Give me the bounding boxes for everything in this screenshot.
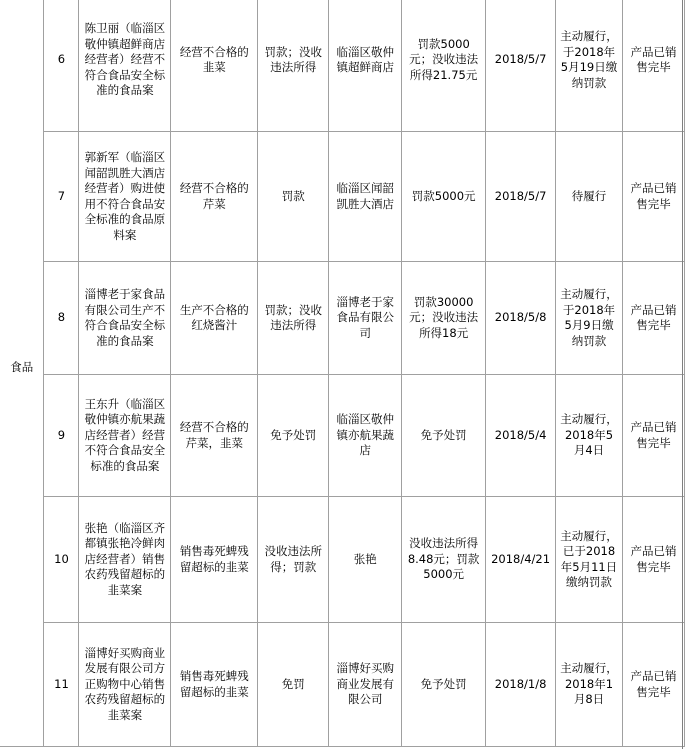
violation: 经营不合格的韭菜 — [171, 0, 258, 132]
execution-status: 主动履行，已于2018年5月11日缴纳罚款 — [556, 497, 623, 623]
table-row — [0, 375, 685, 497]
penalty-content: 罚款30000元；没收违法所得18元 — [402, 262, 486, 375]
penalty-type: 罚款；没收违法所得 — [258, 0, 329, 132]
party-name: 临淄区敬仲镇超鲜商店 — [329, 0, 402, 132]
violation: 销售毒死蜱残留超标的韭菜 — [171, 623, 258, 747]
party-name: 淄博好买购商业发展有限公司 — [329, 623, 402, 747]
row-number: 9 — [44, 375, 79, 497]
penalty-content: 罚款5000元 — [402, 132, 486, 262]
execution-status: 主动履行，2018年1月8日 — [556, 623, 623, 747]
penalty-type: 免罚 — [258, 623, 329, 747]
violation: 销售毒死蜱残留超标的韭菜 — [171, 497, 258, 623]
penalty-type: 没收违法所得；罚款 — [258, 497, 329, 623]
remark: 产品已销售完毕 — [623, 623, 685, 747]
table-row — [0, 0, 685, 132]
penalty-type: 罚款 — [258, 132, 329, 262]
row-number: 6 — [44, 0, 79, 132]
decision-date: 2018/4/21 — [486, 497, 556, 623]
penalty-content: 免予处罚 — [402, 375, 486, 497]
table-row — [0, 132, 685, 262]
table-row — [0, 262, 685, 375]
case-name: 淄博好买购商业发展有限公司方正购物中心销售农药残留超标的韭菜案 — [79, 623, 171, 747]
row-number: 8 — [44, 262, 79, 375]
penalty-content: 没收违法所得8.48元；罚款5000元 — [402, 497, 486, 623]
decision-date: 2018/5/8 — [486, 262, 556, 375]
party-name: 临淄区闻韶凯胜大酒店 — [329, 132, 402, 262]
violation: 经营不合格的芹菜，韭菜 — [171, 375, 258, 497]
penalty-type: 罚款；没收违法所得 — [258, 262, 329, 375]
case-name: 王东升（临淄区敬仲镇亦航果蔬店经营者）经营不符合食品安全标准的食品案 — [79, 375, 171, 497]
decision-date: 2018/1/8 — [486, 623, 556, 747]
case-name: 淄博老于家食品有限公司生产不符合食品安全标准的食品案 — [79, 262, 171, 375]
execution-status: 主动履行，于2018年5月9日缴纳罚款 — [556, 262, 623, 375]
party-name: 张艳 — [329, 497, 402, 623]
execution-status: 主动履行，于2018年5月19日缴纳罚款 — [556, 0, 623, 132]
remark: 产品已销售完毕 — [623, 375, 685, 497]
remark: 产品已销售完毕 — [623, 497, 685, 623]
remark: 产品已销售完毕 — [623, 262, 685, 375]
party-name: 淄博老于家食品有限公司 — [329, 262, 402, 375]
case-name: 陈卫丽（临淄区敬仲镇超鲜商店经营者）经营不符合食品安全标准的食品案 — [79, 0, 171, 132]
row-number: 10 — [44, 497, 79, 623]
case-name: 张艳（临淄区齐都镇张艳冷鲜肉店经营者）销售农药残留超标的韭菜案 — [79, 497, 171, 623]
category-cell: 食品 — [0, 0, 44, 747]
table-right-edge — [682, 0, 683, 749]
execution-status: 待履行 — [556, 132, 623, 262]
party-name: 临淄区敬仲镇亦航果蔬店 — [329, 375, 402, 497]
row-number: 11 — [44, 623, 79, 747]
penalty-content: 免予处罚 — [402, 623, 486, 747]
row-number: 7 — [44, 132, 79, 262]
penalty-type: 免予处罚 — [258, 375, 329, 497]
remark: 产品已销售完毕 — [623, 0, 685, 132]
violation: 生产不合格的红烧酱汁 — [171, 262, 258, 375]
decision-date: 2018/5/7 — [486, 132, 556, 262]
table-row — [0, 623, 685, 747]
execution-status: 主动履行，2018年5月4日 — [556, 375, 623, 497]
decision-date: 2018/5/4 — [486, 375, 556, 497]
table-row — [0, 497, 685, 623]
case-name: 郭新军（临淄区闻韶凯胜大酒店经营者）购进使用不符合食品安全标准的食品原料案 — [79, 132, 171, 262]
remark: 产品已销售完毕 — [623, 132, 685, 262]
violation: 经营不合格的芹菜 — [171, 132, 258, 262]
penalty-content: 罚款5000元；没收违法所得21.75元 — [402, 0, 486, 132]
decision-date: 2018/5/7 — [486, 0, 556, 132]
